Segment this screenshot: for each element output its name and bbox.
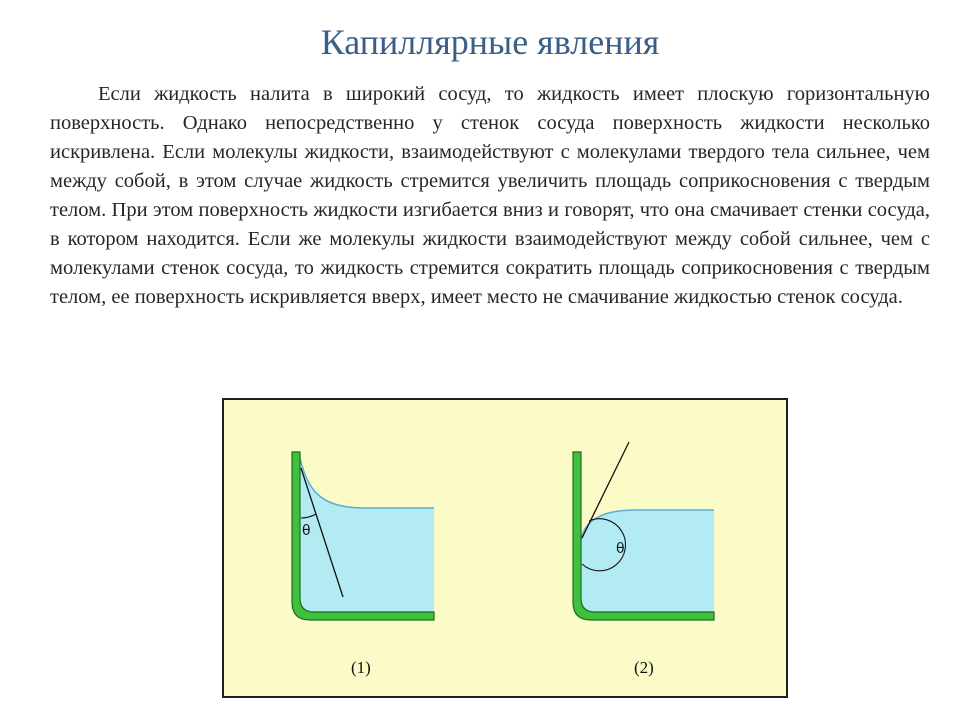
- panel-1-wetting: [292, 452, 434, 677]
- panel-1-angle-label: θ: [302, 523, 311, 539]
- panel-2-liquid: [581, 510, 714, 614]
- panel-2-non-wetting: [573, 442, 714, 677]
- panel-1-caption: (1): [351, 658, 371, 677]
- panel-1-liquid: [300, 458, 434, 614]
- body-paragraph: Если жидкость налита в широкий сосуд, то жидкость имеет плоскую горизонтальную поверхность. Однако непосредственно у стенок сосуда поверхность жидкости несколько искривлена. Если молекулы жидкости, взаимодействуют с молекулами твердого тела сильнее, чем между собой, в этом случае жидкость стремится увеличить площадь соприкосновения с твердым телом. При этом поверхность жидкости изгибается вниз и говорят, что она смачивает стенки сосуда, в котором находится. Если же молекулы жидкости взаимодействуют между собой сильнее, чем с молекулами стенок сосуда, то жидкость стремится сократить площадь соприкосновения с твердым телом, ее поверхность искривляется вверх, имеет место не смачивание жидкостью стенок сосуда.: [50, 83, 930, 308]
- capillary-figure: [222, 398, 788, 698]
- panel-2-caption: (2): [634, 658, 654, 677]
- figure-drawing: [224, 400, 786, 696]
- panel-2-angle-label: θ: [616, 541, 625, 557]
- slide-title: Капиллярные явления: [320, 22, 660, 62]
